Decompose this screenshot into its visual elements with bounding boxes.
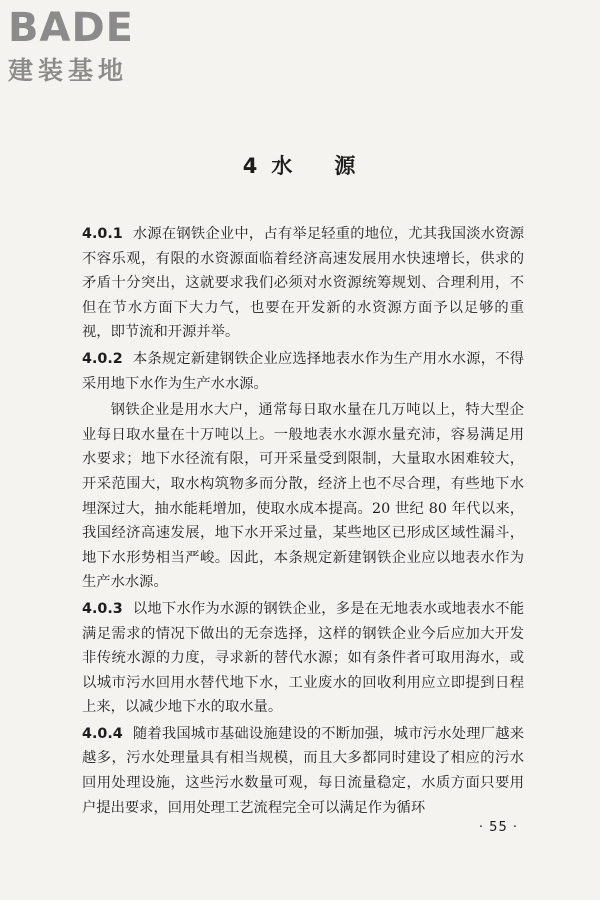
logo-subtitle: 建装基地 xyxy=(8,56,129,85)
clause-text: 以地下水作为水源的钢铁企业，多是在无地表水或地表水不能满足需求的情况下做出的无奈选择，这样的钢铁企业今后应加大开发非传统水源的力度，寻求新的替代水源；如有条件者可取用海水，或以城市污水回用水替代地下水，工业废水的回收利用应立即提到日程上来，以减少地下水的取水量。 xyxy=(82,600,524,716)
clause-number: 4.0.4 xyxy=(82,725,123,742)
chapter-title-part2: 源 xyxy=(334,154,358,178)
clause-number: 4.0.2 xyxy=(82,350,123,367)
clause-text: 水源在钢铁企业中，占有举足轻重的地位，尤其我国淡水资源不容乐观，有限的水资源面临着经济高速发展用水快速增长，供求的矛盾十分突出，这就要求我们必须对水资源统筹规划、合理利用，不但在节水方面下大力气，也要在开发新的水资源方面予以足够的重视，即节流和开源并举。 xyxy=(82,226,524,341)
chapter-number: 4 xyxy=(242,154,260,178)
clause-4-0-3 xyxy=(82,597,524,720)
chapter-title-part1: 水 xyxy=(271,154,295,178)
paragraph-text: 钢铁企业是用水大户，通常每日取水量在几万吨以上，特大型企业每日取水量在十万吨以上。一般地表水水源水量充沛，容易满足用水要求；地下水径流有限，可开采量受到限制，大量取水困难较大，开采范围大，取水构筑物多而分散，经济上也不尽合理，有些地下水埋深过大，抽水能耗增加，使取水成本提高。20 世纪 80 年代以来，我国经济高速发展，地下水开采过量，某些地区已形成区域性漏斗，地下水形势相当严峻。因此，本条规定新建钢铁企业应以地表水作为生产水水源。 xyxy=(82,402,524,591)
clause-4-0-2 xyxy=(82,347,524,396)
clause-4-0-4 xyxy=(82,722,524,820)
clause-number: 4.0.3 xyxy=(82,600,123,617)
chapter-body xyxy=(82,222,524,820)
clause-4-0-2-explanation xyxy=(82,398,524,595)
page-number: · 55 · xyxy=(478,820,518,835)
clause-number: 4.0.1 xyxy=(82,226,123,242)
logo-wordmark: BADE xyxy=(8,5,134,51)
clause-text: 本条规定新建钢铁企业应选择地表水作为生产用水水源，不得采用地下水作为生产水水源。 xyxy=(82,350,524,392)
clause-text: 随着我国城市基础设施建设的不断加强，城市污水处理厂越来越多，污水处理量具有相当规模，而且大多都同时建设了相应的污水回用处理设施，这些污水数量可观，每日流量稳定，水质方面只要用户提出要求，回用处理工艺流程完全可以满足作为循环 xyxy=(82,725,524,816)
logo xyxy=(8,6,178,88)
chapter-title xyxy=(0,150,600,180)
clause-4-0-1 xyxy=(82,222,524,345)
